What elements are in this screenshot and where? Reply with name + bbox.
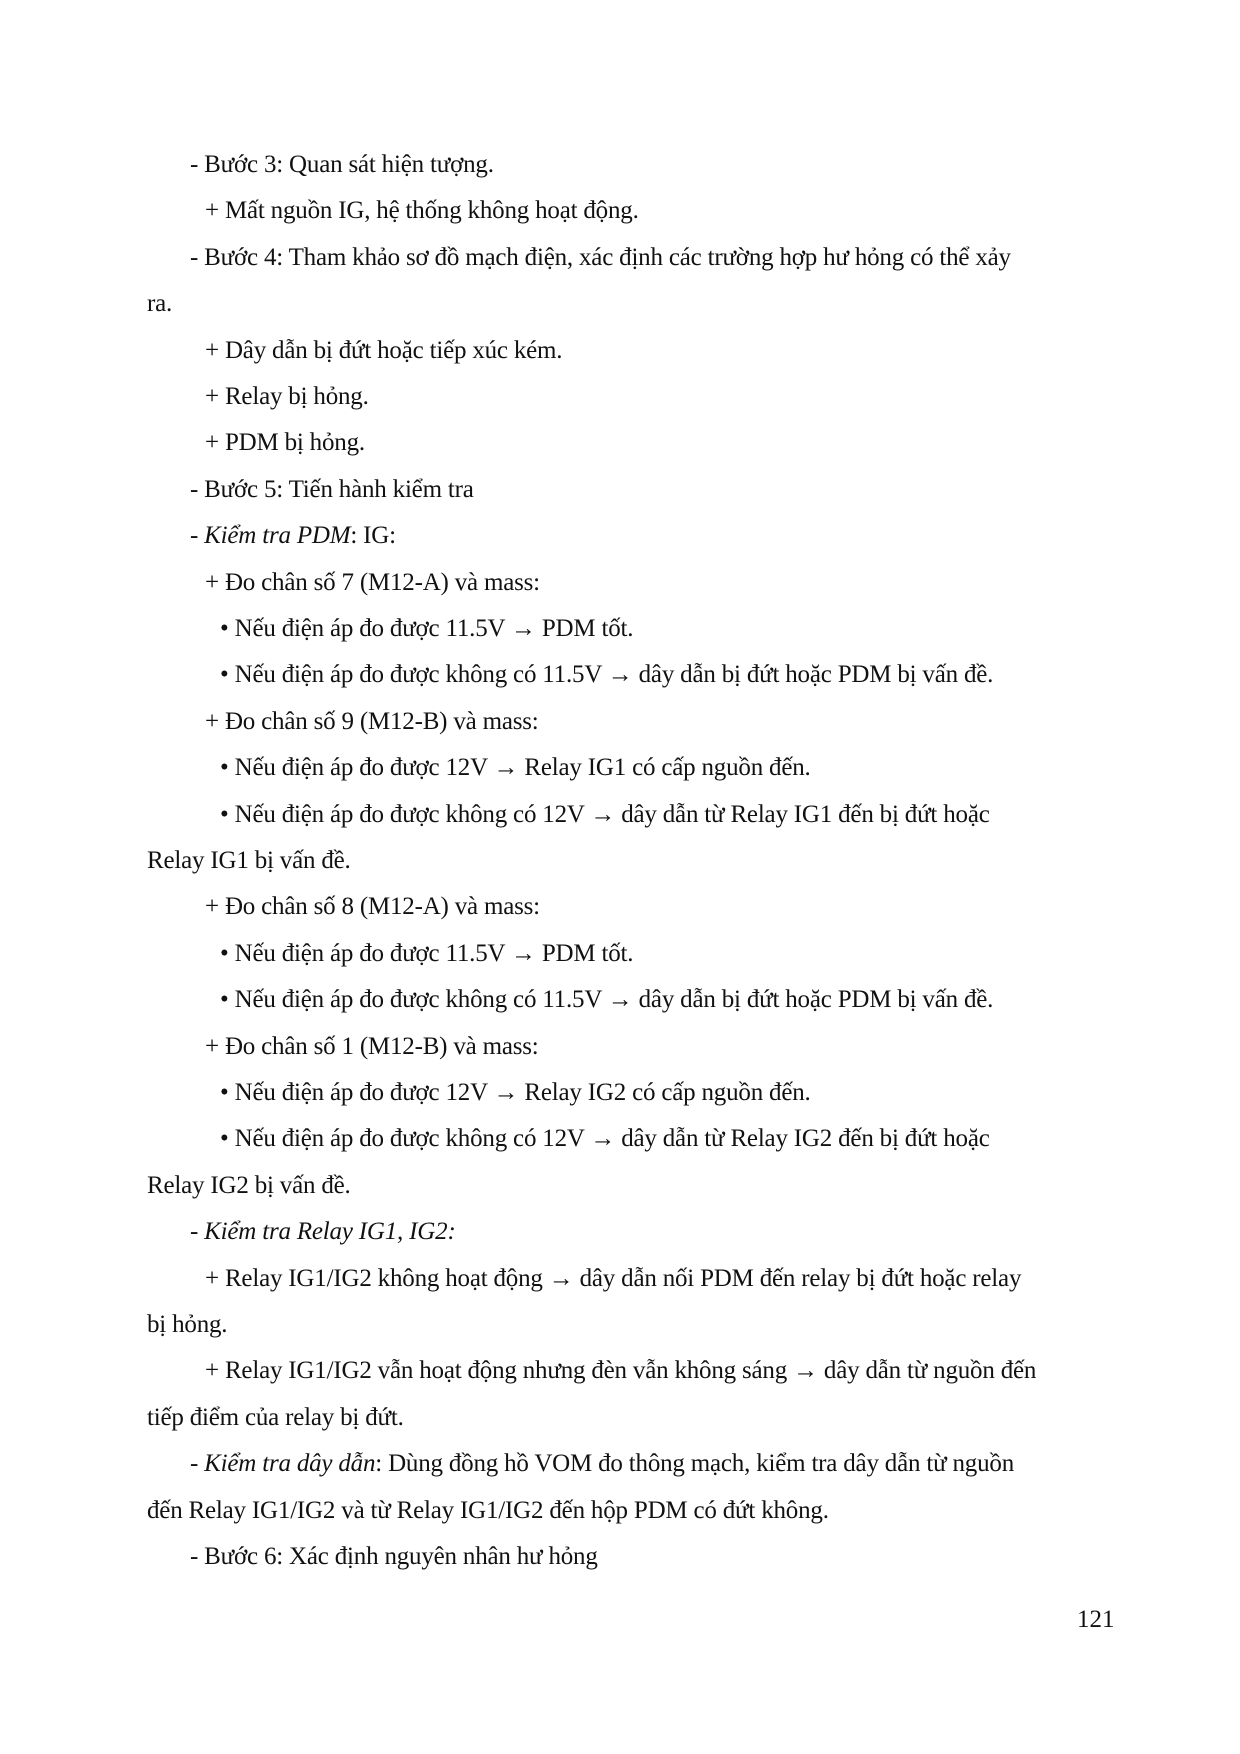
relay-working-no-light: + Relay IG1/IG2 vẫn hoạt động nhưng đèn vẫn không sáng → dây dẫn từ nguồn đến: [205, 1357, 1037, 1384]
pin-8-fault: • Nếu điện áp đo được không có 11.5V → dây dẫn bị đứt hoặc PDM bị vấn đề.: [220, 986, 994, 1013]
relay-not-working: + Relay IG1/IG2 không hoạt động → dây dẫn nối PDM đến relay bị đứt hoặc relay: [205, 1265, 1022, 1292]
pin-1-fault-continuation: Relay IG2 bị vấn đề.: [147, 1172, 351, 1199]
check-wiring-text: : Dùng đồng hồ VOM đo thông mạch, kiểm tra dây dẫn từ nguồn: [375, 1450, 1014, 1477]
check-wiring-continuation: đến Relay IG1/IG2 và từ Relay IG1/IG2 đến hộp PDM có đứt không.: [147, 1497, 829, 1524]
relay-working-continuation: tiếp điểm của relay bị đứt.: [147, 1404, 404, 1431]
page-number: 121: [1077, 1606, 1115, 1633]
pin-7-fault: • Nếu điện áp đo được không có 11.5V → dây dẫn bị đứt hoặc PDM bị vấn đề.: [220, 661, 994, 688]
check-wiring-label: - Kiểm tra dây dẫn: [190, 1450, 376, 1477]
step-3-line: - Bước 3: Quan sát hiện tượng.: [190, 151, 494, 178]
step-6-line: - Bước 6: Xác định nguyên nhân hư hỏng: [190, 1543, 598, 1570]
pin-1-fault: • Nếu điện áp đo được không có 12V → dây dẫn từ Relay IG2 đến bị đứt hoặc: [220, 1125, 990, 1152]
pin-7-ok: • Nếu điện áp đo được 11.5V → PDM tốt.: [220, 615, 634, 642]
check-pdm-heading: [190, 521, 396, 551]
pin-9-ok: • Nếu điện áp đo được 12V → Relay IG1 có cấp nguồn đến.: [220, 754, 811, 781]
step-3-symptom: + Mất nguồn IG, hệ thống không hoạt động.: [205, 197, 639, 224]
check-pdm-label: - Kiểm tra PDM: [190, 522, 351, 549]
relay-not-working-continuation: bị hỏng.: [147, 1311, 228, 1338]
pin-9-fault: • Nếu điện áp đo được không có 12V → dây dẫn từ Relay IG1 đến bị đứt hoặc: [220, 801, 990, 828]
check-pdm-suffix: : IG:: [350, 522, 396, 549]
pin-9-fault-continuation: Relay IG1 bị vấn đề.: [147, 847, 351, 874]
measure-pin-7: + Đo chân số 7 (M12-A) và mass:: [205, 569, 540, 596]
pin-1-ok: • Nếu điện áp đo được 12V → Relay IG2 có cấp nguồn đến.: [220, 1079, 811, 1106]
step-4-continuation: ra.: [147, 290, 173, 317]
check-relay-heading: - Kiểm tra Relay IG1, IG2:: [190, 1218, 456, 1245]
fault-pdm: + PDM bị hỏng.: [205, 429, 365, 456]
measure-pin-9: + Đo chân số 9 (M12-B) và mass:: [205, 708, 539, 735]
measure-pin-8: + Đo chân số 8 (M12-A) và mass:: [205, 893, 540, 920]
fault-wiring: + Dây dẫn bị đứt hoặc tiếp xúc kém.: [205, 337, 563, 364]
measure-pin-1: + Đo chân số 1 (M12-B) và mass:: [205, 1033, 539, 1060]
pin-8-ok: • Nếu điện áp đo được 11.5V → PDM tốt.: [220, 940, 634, 967]
fault-relay: + Relay bị hỏng.: [205, 383, 369, 410]
step-5-line: - Bước 5: Tiến hành kiểm tra: [190, 476, 474, 503]
check-wiring-heading: [190, 1449, 1014, 1479]
step-4-line: - Bước 4: Tham khảo sơ đồ mạch điện, xác định các trường hợp hư hỏng có thể xảy: [190, 244, 1011, 271]
